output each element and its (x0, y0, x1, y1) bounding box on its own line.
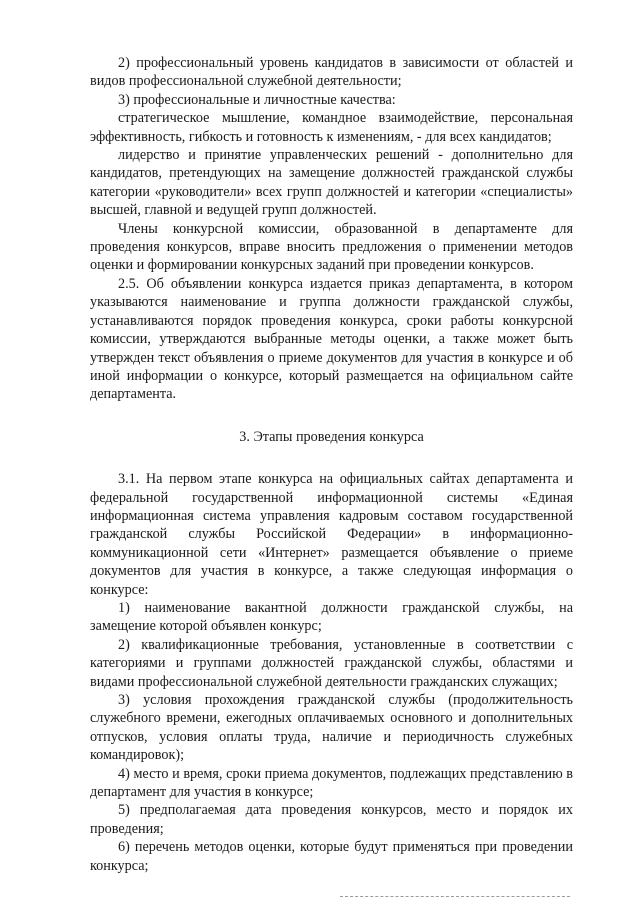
paragraph-item-2: 2) профессиональный уровень кандидатов в зависимости от областей и видов профессиональной служебной деятельности; (90, 55, 573, 90)
paragraph-item-3: 3) профессиональные и личностные качества: (118, 91, 396, 108)
list-item-6: 6) перечень методов оценки, которые будут применяться при проведении конкурса; (90, 839, 573, 874)
paragraph-strategic-thinking: стратегическое мышление, командное взаимодействие, персональная эффективность, гибкость и готовность к изменениям, - для всех кандидатов; (90, 110, 573, 145)
list-item-5: 5) предполагаемая дата проведения конкурсов, место и порядок их проведения; (90, 802, 573, 837)
paragraph-leadership: лидерство и принятие управленческих решений - дополнительно для кандидатов, претендующих на замещение должностей гражданской службы категории «руководители» всех групп должностей и категории «специалисты» высшей, главной и ведущей групп должностей. (90, 147, 573, 219)
list-item-2: 2) квалификационные требования, установленные в соответствии с категориями и группами должностей гражданской службы, областями и видами профессиональной служебной деятельности гражданских служащих; (90, 636, 573, 690)
scan-edge-line (340, 896, 570, 897)
list-item-1: 1) наименование вакантной должности гражданской службы, на замещение которой объявлен конкурс; (90, 599, 573, 635)
section-heading: 3. Этапы проведения конкурса (239, 428, 424, 445)
paragraph-commission-members: Члены конкурсной комиссии, образованной в департаменте для проведения конкурсов, вправе вносить предложения о применении методов оценки и формировании конкурсных заданий при проведении конкурсов. (90, 220, 573, 274)
list-item-3: 3) условия прохождения гражданской службы (продолжительность служебного времени, ежегодных оплачиваемых основного и дополнительных отпусков, условия оплаты труда, наличие и периодичность служебных командировок); (90, 692, 573, 764)
list-item-4: 4) место и время, сроки приема документов, подлежащих представлению в департамент для участия в конкурсе; (90, 765, 573, 801)
document-body (90, 54, 573, 875)
paragraph-3-1: 3.1. На первом этапе конкурса на официальных сайтах департамента и федеральной государственной информационной системы «Единая информационная система управления кадровым составом государственной гражданской службы Российской Федерации» в информационно-коммуникационной сети «Интернет» размещается объявление о приеме документов для участия в конкурсе, а также следующая информация о конкурсе: (90, 471, 573, 598)
paragraph-2-5: 2.5. Об объявлении конкурса издается приказ департамента, в котором указываются наименование и группа должности гражданской службы, устанавливаются порядок проведения конкурса, сроки работы конкурсной комиссии, утверждаются выбранные методы оценки, а также может быть утвержден текст объявления о приеме документов для участия в конкурсе и об иной информации о конкурсе, который размещается на официальном сайте департамента. (90, 275, 573, 403)
